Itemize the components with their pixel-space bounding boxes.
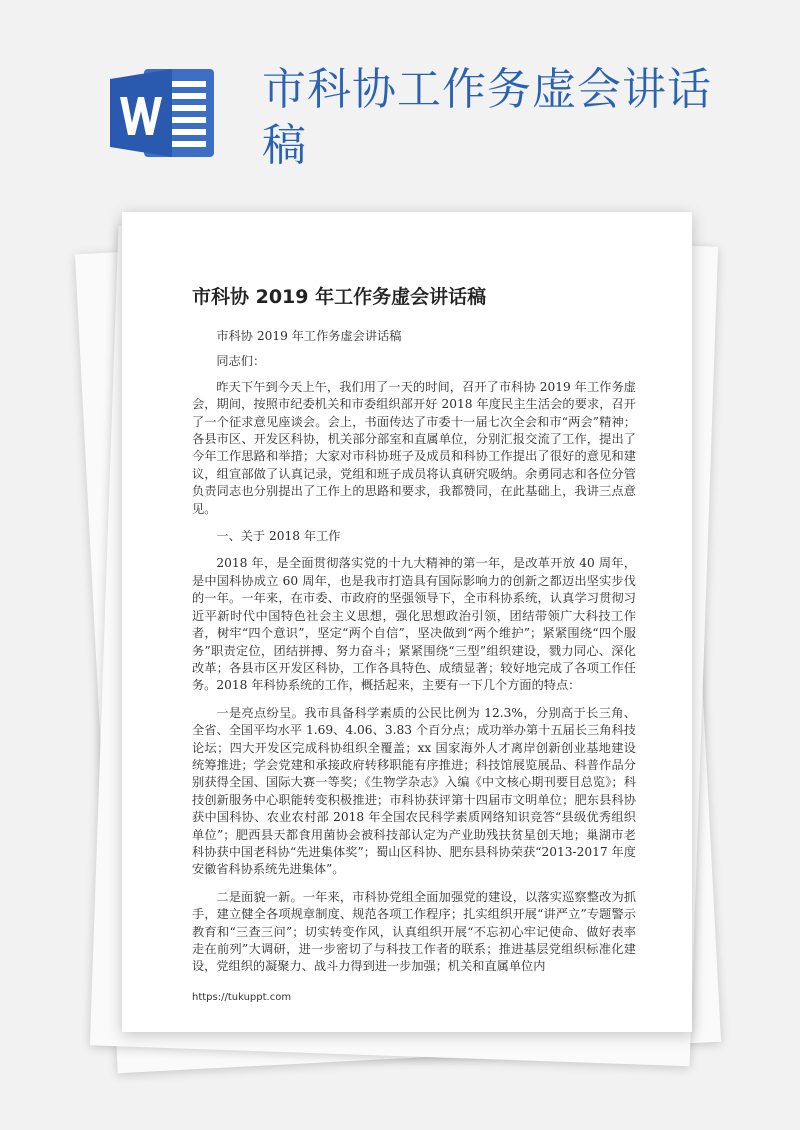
footer-url[interactable]: https://tukuppt.com [192, 992, 292, 1003]
header [0, 0, 800, 200]
paragraph: 市科协 2019 年工作务虚会讲话稿 [216, 329, 402, 343]
section-heading: 一、关于 2018 年工作 [216, 529, 341, 544]
paragraph: 一是亮点纷呈。我市具备科学素质的公民比例为 12.3%，分别高于长三角、全省、全国平均水平 1.69、4.06、3.83 个百分点；成功举办第十五届长三角科技论坛；四大开发区完成科协组织全覆盖；xx 国家海外人才离岸创新创业基地建设统筹推进；学会党建和承接政府转移职能有序推进；科技馆展览展品、科普作品分别获得全国、国际大赛一等奖；《生物学杂志》入编《中文核心期刊要目总览》；科技创新服务中心职能转变积极推进；市科协获评第十四届市文明单位；肥东县科协获中国科协、农业农村部 2018 年全国农民科学素质网络知识竞答“县级优秀组织单位”；肥西县天都食用菌协会被科技部认定为产业助残扶贫星创天地；巢湖市老科协获中国老科协“先进集体奖”；蜀山区科协、肥东县科协荣获“2013-2017 年度安徽省科协系统先进集体”。 [192, 705, 636, 877]
page-title: 市科协工作务虚会讲话稿 [262, 64, 712, 171]
paragraph: 二是面貌一新。一年来，市科协党组全面加强党的建设，以落实巡察整改为抓手，建立健全各项规章制度、规范各项工作程序；扎实组织开展“讲严立”专题警示教育和“三查三问”；切实转变作风，认真组织开展“不忘初心牢记使命、做好表率走在前列”大调研，进一步密切了与科技工作者的联系；推进基层党组织标准化建设，党组织的凝聚力、战斗力得到进一步加强；机关和直属单位内 [192, 889, 636, 974]
document-heading: 市科协 2019 年工作务虚会讲话稿 [192, 286, 487, 308]
paragraph: 昨天下午到今天上午，我们用了一天的时间，召开了市科协 2019 年工作务虚会，期间，按照市纪委机关和市委组织部开好 2018 年度民主生活会的要求，召开了一个征求意见座谈会。会上，书面传达了市委十一届七次全会和市“两会”精神；各县市区、开发区科协，机关部分部室和直属单位，分别汇报交流了工作，提出了今年工作思路和举措；大家对市科协班子及成员和科协工作提出了很好的意见和建议，组宣部做了认真记录，党组和班子成员将认真研究吸纳。余勇同志和各位分管负责同志也分别提出了工作上的思路和要求，我都赞同，在此基础上，我讲三点意见。 [192, 379, 636, 516]
document-body [192, 328, 636, 986]
paragraph: 同志们： [216, 354, 266, 369]
paragraph: 2018 年，是全面贯彻落实党的十九大精神的第一年，是改革开放 40 周年，是中国科协成立 60 周年，也是我市打造具有国际影响力的创新之都迈出坚实步伐的一年。一年来，在市委、市政府的坚强领导下，全市科协系统，认真学习贯彻习近平新时代中国特色社会主义思想，强化思想政治引领，团结带领广大科技工作者，树牢“四个意识”，坚定“两个自信”，坚决做到“两个维护”；紧紧围绕“四个服务”职责定位，团结拼搏、努力奋斗；紧紧围绕“三型”组织建设，戮力同心、深化改革；各县市区开发区科协，工作各具特色、成绩显著；较好地完成了各项工作任务。2018 年科协系统的工作，概括起来，主要有一下几个方面的特点： [192, 556, 636, 693]
document-page [122, 212, 692, 1032]
word-icon [110, 65, 218, 161]
